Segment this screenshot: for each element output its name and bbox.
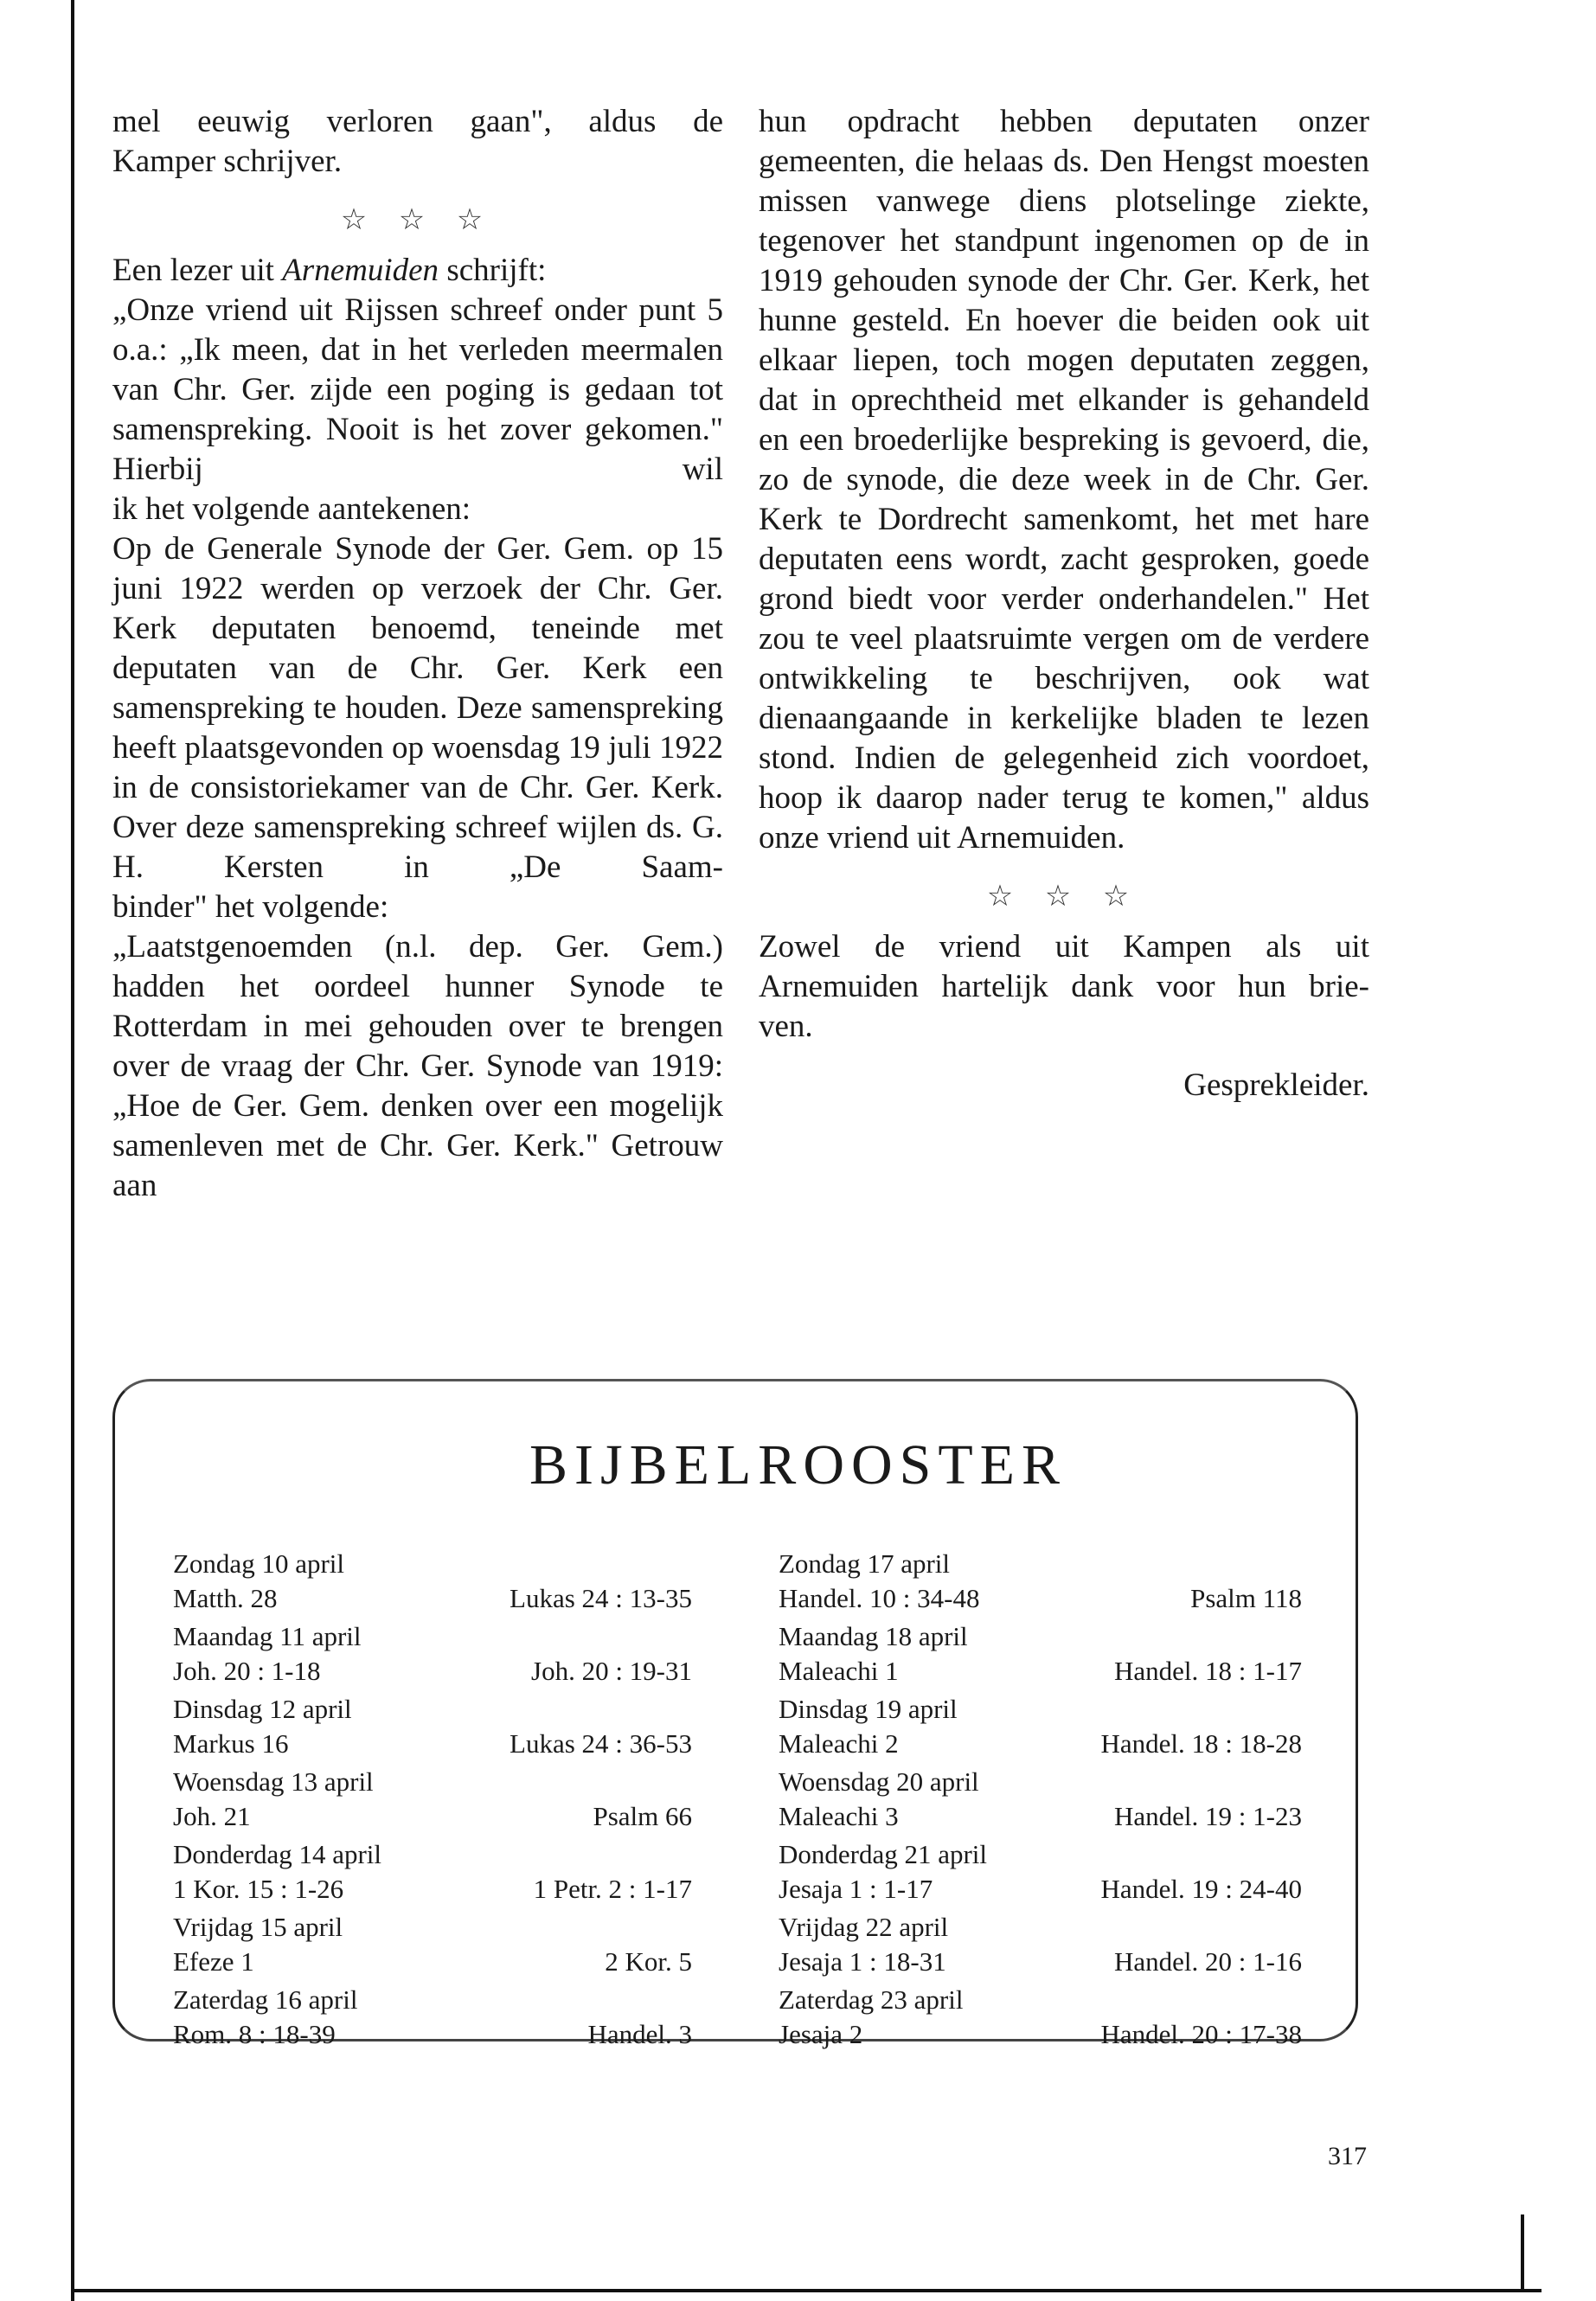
- reading-second: Handel. 18 : 1-17: [1114, 1656, 1302, 1686]
- scan-edge-right: [1521, 2214, 1524, 2291]
- right-column: [759, 102, 1369, 1106]
- day-readings: [779, 1799, 1302, 1834]
- reading-second: Handel. 3: [587, 2019, 692, 2049]
- reading-first: Jesaja 2: [779, 2019, 863, 2049]
- page-number: 317: [1328, 2142, 1367, 2170]
- scan-edge-left: [71, 0, 74, 2301]
- day-readings: [779, 1654, 1302, 1689]
- reading-second: 1 Petr. 2 : 1-17: [533, 1874, 692, 1904]
- reading-first: Jesaja 1 : 1-17: [779, 1874, 933, 1904]
- reading-first: Jesaja 1 : 18-31: [779, 1946, 946, 1977]
- left-column: [112, 102, 723, 1206]
- reading-first: Handel. 10 : 34-48: [779, 1583, 980, 1613]
- day-label: Zondag 17 april: [779, 1548, 951, 1579]
- stars-divider: ☆ ☆ ☆: [986, 881, 1142, 913]
- day-label: Dinsdag 12 april: [173, 1694, 352, 1724]
- schedule-day: [779, 1765, 1302, 1834]
- paragraph: Zowel de vriend uit Kampen als uit Arnemuiden hartelijk dank voor hun brie-: [759, 929, 1369, 1004]
- letter-intro: [112, 251, 723, 291]
- reading-second: Lukas 24 : 13-35: [510, 1583, 692, 1613]
- day-label: Maandag 11 april: [173, 1621, 362, 1651]
- reading-second: Handel. 19 : 24-40: [1100, 1874, 1302, 1904]
- day-readings: [779, 1945, 1302, 1979]
- reading-second: Handel. 19 : 1-23: [1114, 1801, 1302, 1831]
- paragraph-end: Kamper schrijver.: [112, 144, 343, 179]
- schedule-day: [173, 1619, 692, 1689]
- day-readings: [779, 1581, 1302, 1616]
- day-label: Zaterdag 16 april: [173, 1984, 358, 2015]
- schedule-day: [173, 1983, 692, 2052]
- schedule-day: [173, 1692, 692, 1761]
- schedule-day: [173, 1837, 692, 1907]
- reading-first: Joh. 20 : 1-18: [173, 1656, 321, 1686]
- reading-second: Handel. 20 : 1-16: [1114, 1946, 1302, 1977]
- day-readings: [779, 1872, 1302, 1907]
- reading-first: Maleachi 2: [779, 1728, 899, 1759]
- day-label: Woensdag 13 april: [173, 1766, 374, 1797]
- reading-first: Markus 16: [173, 1728, 289, 1759]
- paragraph-end: ven.: [759, 1009, 813, 1044]
- day-readings: [173, 1727, 692, 1761]
- paragraph-end: ik het volgende aantekenen:: [112, 491, 471, 527]
- reading-first: Maleachi 3: [779, 1801, 899, 1831]
- intro-text-end: schrijft:: [439, 253, 547, 288]
- scan-edge-bottom: [71, 2289, 1542, 2292]
- paragraph: hun opdracht hebben deputaten onzer gemeenten, die helaas ds. Den Hengst moesten missen vanwege diens plotselinge ziekte, tegenover het standpunt ingenomen op de in 1919 gehouden synode der Chr. Ger. Kerk, het hunne gesteld. En hoever die beiden ook uit elkaar liepen, toch mogen deputaten zeggen, dat in oprechtheid met elkander is gehandeld en een broederlijke bespreking is gevoerd, die, zo de synode, die deze week in de Chr. Ger. Kerk te Dordrecht samenkomt, het met hare deputaten eens wordt, zacht gesproken, goede grond biedt voor verder onderhandelen." Het zou te veel plaatsruimte vergen om de verdere ontwikkeling te beschrijven, ook wat dienaangaande in kerkelijke bladen te lezen stond. Indien de gelegenheid zich voordoet, hoop ik daarop nader terug te komen," aldus: [759, 104, 1369, 816]
- schedule-title: BIJBELROOSTER: [529, 1433, 1067, 1497]
- day-label: Vrijdag 22 april: [779, 1912, 949, 1942]
- reading-second: Handel. 18 : 18-28: [1100, 1728, 1302, 1759]
- stars-divider: ☆ ☆ ☆: [340, 204, 496, 236]
- day-readings: [779, 1727, 1302, 1761]
- scan-margin: [0, 0, 74, 2301]
- reading-first: 1 Kor. 15 : 1-26: [173, 1874, 344, 1904]
- day-label: Donderdag 21 april: [779, 1839, 988, 1869]
- reading-first: Matth. 28: [173, 1583, 278, 1613]
- paragraph: mel eeuwig verloren gaan", aldus de: [112, 104, 723, 139]
- reading-second: Psalm 118: [1190, 1583, 1302, 1613]
- reading-first: Efeze 1: [173, 1946, 254, 1977]
- schedule-day: [779, 1692, 1302, 1761]
- schedule-day: [173, 1547, 692, 1616]
- reading-second: Psalm 66: [593, 1801, 692, 1831]
- schedule-day: [779, 1619, 1302, 1689]
- reading-second: 2 Kor. 5: [605, 1946, 692, 1977]
- schedule-day: [779, 1837, 1302, 1907]
- paragraph: „Onze vriend uit Rijssen schreef onder punt 5 o.a.: „Ik meen, dat in het verleden meermalen van Chr. Ger. zijde een poging is gedaan tot samenspreking. Nooit is het zover gekomen." Hierbij wil: [112, 292, 723, 487]
- day-label: Woensdag 20 april: [779, 1766, 979, 1797]
- intro-text: Een lezer uit: [112, 253, 283, 288]
- reading-first: Maleachi 1: [779, 1656, 899, 1686]
- schedule-day: [779, 1983, 1302, 2052]
- day-label: Maandag 18 april: [779, 1621, 968, 1651]
- day-label: Zaterdag 23 april: [779, 1984, 964, 2015]
- paragraph: Op de Generale Synode der Ger. Gem. op 15 juni 1922 werden op verzoek der Chr. Ger. Kerk deputaten benoemd, teneinde met deputaten van de Chr. Ger. Kerk een samenspreking te houden. Deze samenspreking heeft plaatsgevonden op woensdag 19 juli 1922 in de consistoriekamer van de Chr. Ger. Kerk. Over deze samenspreking schreef wijlen ds. G. H. Kersten in „De Saam-: [112, 531, 723, 885]
- schedule-day: [779, 1547, 1302, 1616]
- day-label: Vrijdag 15 april: [173, 1912, 343, 1942]
- day-readings: [173, 2017, 692, 2052]
- paragraph-end: onze vriend uit Arnemuiden.: [759, 820, 1125, 856]
- schedule-day: [173, 1910, 692, 1979]
- day-readings: [173, 1581, 692, 1616]
- signature: Gesprekleider.: [1183, 1067, 1369, 1103]
- day-readings: [173, 1654, 692, 1689]
- day-label: Dinsdag 19 april: [779, 1694, 958, 1724]
- day-label: Zondag 10 april: [173, 1548, 345, 1579]
- schedule-day: [173, 1765, 692, 1834]
- intro-place: Arnemuiden: [282, 253, 439, 288]
- day-label: Donderdag 14 april: [173, 1839, 382, 1869]
- paragraph-end: binder" het volgende:: [112, 889, 389, 925]
- schedule-week-2: [779, 1547, 1302, 2055]
- day-readings: [779, 2017, 1302, 2052]
- day-readings: [173, 1872, 692, 1907]
- day-readings: [173, 1799, 692, 1834]
- schedule-week-1: [173, 1547, 692, 2055]
- reading-first: Joh. 21: [173, 1801, 251, 1831]
- day-readings: [173, 1945, 692, 1979]
- reading-second: Lukas 24 : 36-53: [510, 1728, 692, 1759]
- reading-first: Rom. 8 : 18-39: [173, 2019, 336, 2049]
- reading-second: Handel. 20 : 17-38: [1100, 2019, 1302, 2049]
- reading-second: Joh. 20 : 19-31: [531, 1656, 692, 1686]
- schedule-day: [779, 1910, 1302, 1979]
- paragraph: „Laatstgenoemden (n.l. dep. Ger. Gem.) hadden het oordeel hunner Synode te Rotterdam in mei gehouden over te brengen over de vraag der Chr. Ger. Synode van 1919: „Hoe de Ger. Gem. denken over een mogelijk samenleven met de Chr. Ger. Kerk." Getrouw aan: [112, 929, 723, 1203]
